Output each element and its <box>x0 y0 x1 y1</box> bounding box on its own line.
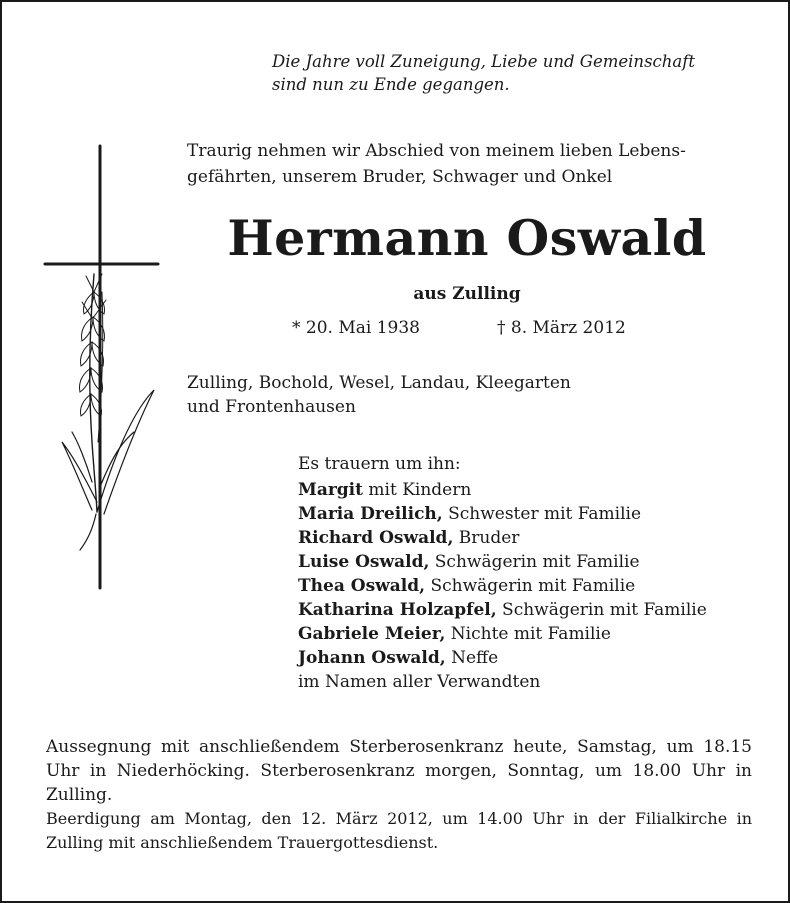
mourner-relation: Schwägerin mit Familie <box>496 600 707 620</box>
motto-line: Die Jahre voll Zuneigung, Liebe und Gemeinschaft <box>272 52 695 71</box>
birth-date: * 20. Mai 1938 <box>292 318 420 338</box>
mourner-relation: mit Kindern <box>363 480 472 500</box>
intro-text <box>187 138 767 190</box>
mourners-closing: im Namen aller Verwandten <box>298 672 541 692</box>
death-date: † 8. März 2012 <box>497 318 626 338</box>
mourner-row <box>298 574 778 598</box>
places-line: Zulling, Bochold, Wesel, Landau, Kleegarten <box>187 373 571 393</box>
mourner-name: Gabriele Meier, <box>298 624 446 644</box>
mourner-row <box>298 598 778 622</box>
mourner-row <box>298 646 778 670</box>
mourner-name: Margit <box>298 480 363 500</box>
mourner-name: Katharina Holzapfel, <box>298 600 497 620</box>
mourner-name: Richard Oswald, <box>298 528 454 548</box>
intro-line: gefährten, unserem Bruder, Schwager und Onkel <box>187 167 613 187</box>
mourner-row <box>298 622 778 646</box>
mourner-name: Luise Oswald, <box>298 552 430 572</box>
cross-with-wheat-icon <box>42 142 162 596</box>
mourner-row <box>298 550 778 574</box>
motto <box>272 50 772 96</box>
mourner-relation: Neffe <box>445 648 499 668</box>
burial-info: Beerdigung am Montag, den 12. März 2012, um 14.00 Uhr in der Filialkirche in Zulling mit anschließendem Trauergottesdienst. <box>46 809 752 852</box>
intro-line: Traurig nehmen wir Abschied von meinem lieben Lebens- <box>187 141 686 161</box>
mourner-relation: Schwester mit Familie <box>442 504 642 524</box>
places-line: und Frontenhausen <box>187 397 356 417</box>
deceased-origin: aus Zulling <box>413 284 521 304</box>
mourner-row <box>298 478 778 502</box>
mourner-relation: Schwägerin mit Familie <box>425 576 636 596</box>
places <box>187 371 747 419</box>
service-info: Aussegnung mit anschließendem Sterberosenkranz heute, Samstag, um 18.15 Uhr in Niederhöcking. Sterberosenkranz morgen, Sonntag, um 18.00 Uhr in Zulling. <box>46 737 752 805</box>
mourner-name: Thea Oswald, <box>298 576 426 596</box>
mourner-relation: Nichte mit Familie <box>445 624 611 644</box>
mourners-heading: Es trauern um ihn: <box>298 454 461 474</box>
mourners-section <box>298 452 778 694</box>
mourner-name: Maria Dreilich, <box>298 504 443 524</box>
mourner-row <box>298 502 778 526</box>
mourner-row <box>298 526 778 550</box>
mourner-relation: Schwägerin mit Familie <box>429 552 640 572</box>
deceased-name: Hermann Oswald <box>227 209 707 267</box>
mourner-name: Johann Oswald, <box>298 648 446 668</box>
motto-line: sind nun zu Ende gegangen. <box>272 75 510 94</box>
mourner-relation: Bruder <box>453 528 520 548</box>
